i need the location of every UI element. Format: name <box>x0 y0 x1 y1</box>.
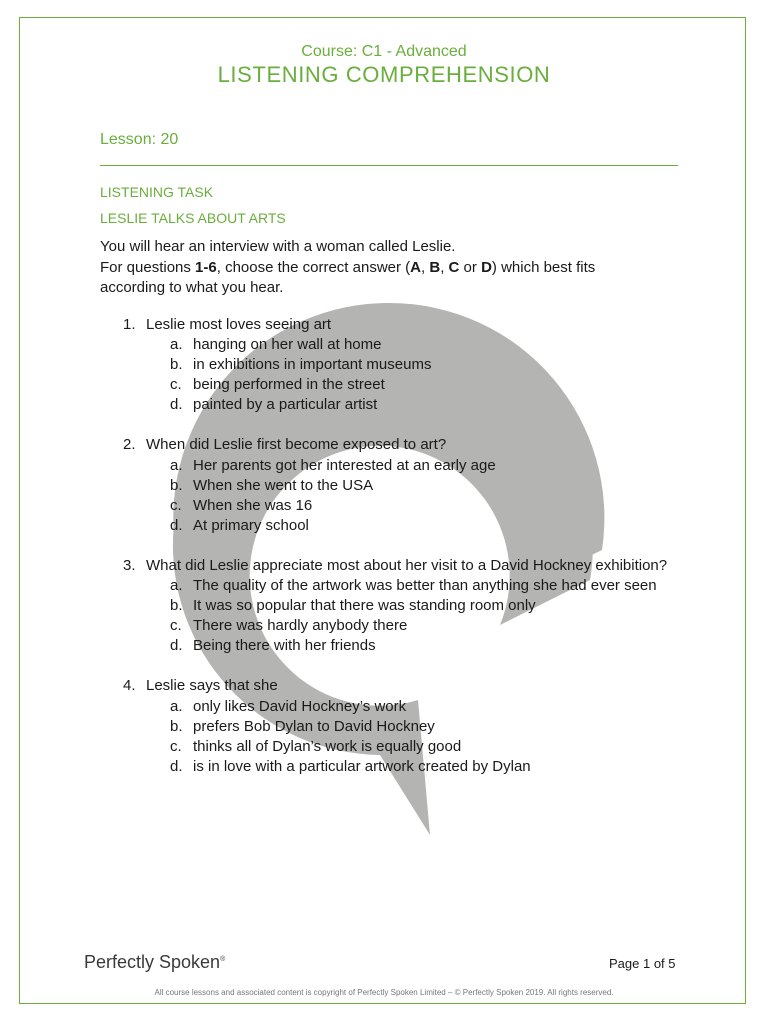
option-2b: b. When she went to the USA <box>170 476 374 494</box>
task-title: LESLIE TALKS ABOUT ARTS <box>100 210 286 226</box>
question-text: Leslie most loves seeing art <box>146 316 332 333</box>
option-1b: b. in exhibitions in important museums <box>170 356 432 374</box>
question-4 <box>100 676 680 776</box>
option-4b: b. prefers Bob Dylan to David Hockney <box>170 717 435 735</box>
divider <box>100 165 678 166</box>
lesson-number: Lesson: 20 <box>100 131 179 148</box>
question-number: 3. <box>123 556 136 574</box>
instructions <box>100 237 690 299</box>
option-1a: a. hanging on her wall at home <box>170 336 382 354</box>
instructions-line-1: You will hear an interview with a woman called Leslie. <box>100 238 456 255</box>
question-1 <box>100 315 680 415</box>
option-3c: c. There was hardly anybody there <box>170 617 408 635</box>
option-1d: d. painted by a particular artist <box>170 396 378 414</box>
option-4c: c. thinks all of Dylan’s work is equally good <box>170 737 462 755</box>
option-3a: a. The quality of the artwork was better than anything she had ever seen <box>170 577 657 595</box>
question-list <box>100 315 680 797</box>
question-text: Leslie says that she <box>146 677 278 695</box>
question-3 <box>100 556 680 656</box>
question-number: 4. <box>123 677 136 695</box>
question-2 <box>100 435 680 535</box>
question-text: When did Leslie first become exposed to art? <box>146 436 447 454</box>
brand-logo: Perfectly Spoken® <box>84 952 226 972</box>
question-number: 2. <box>123 436 136 454</box>
course-level: Course: C1 - Advanced <box>301 43 467 60</box>
option-4a: a. only likes David Hockney’s work <box>170 697 407 715</box>
instructions-line-3: according to what you hear. <box>100 279 284 296</box>
question-text: What did Leslie appreciate most about her visit to a David Hockney exhibition? <box>146 556 668 574</box>
option-4d: d. is in love with a particular artwork created by Dylan <box>170 757 531 775</box>
option-2a: a. Her parents got her interested at an early age <box>170 456 496 474</box>
question-number: 1. <box>123 316 136 333</box>
option-1c: c. being performed in the street <box>170 376 385 394</box>
option-2c: c. When she was 16 <box>170 496 313 514</box>
instructions-line-2: For questions 1-6, choose the correct answer (A, B, C or D) which best fits <box>100 258 596 276</box>
copyright-notice: All course lessons and associated content is copyright of Perfectly Spoken Limited – © Perfectly Spoken 2019. All rights reserved. <box>154 988 614 997</box>
option-3d: d. Being there with her friends <box>170 637 376 655</box>
page-title: LISTENING COMPREHENSION <box>217 62 551 87</box>
option-2d: d. At primary school <box>170 516 309 534</box>
task-label: LISTENING TASK <box>100 184 214 200</box>
page-number: Page 1 of 5 <box>609 956 676 971</box>
option-3b: b. It was so popular that there was standing room only <box>170 597 536 615</box>
